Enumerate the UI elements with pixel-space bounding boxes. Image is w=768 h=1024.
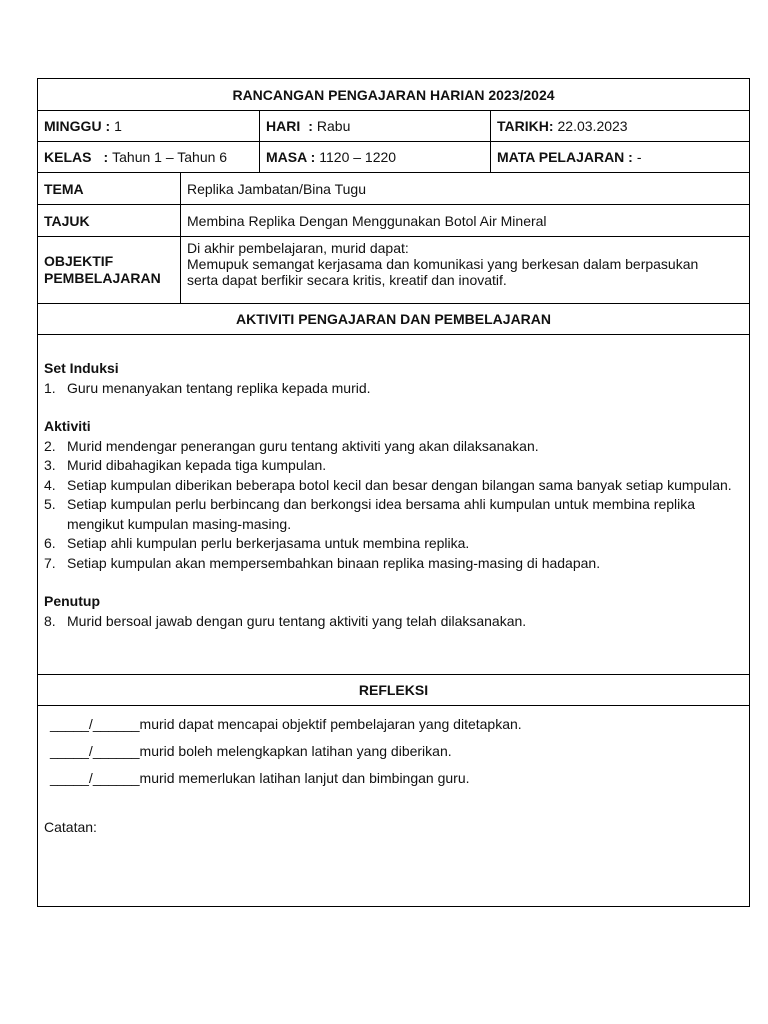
set-induksi-title: Set Induksi bbox=[44, 360, 119, 376]
masa-label: MASA : bbox=[266, 149, 316, 165]
refleksi-body-row bbox=[38, 706, 749, 906]
item-number: 6. bbox=[44, 535, 56, 551]
objektif-row bbox=[38, 237, 749, 304]
aktiviti-title: Aktiviti bbox=[44, 418, 91, 434]
info-row-1 bbox=[38, 111, 749, 142]
kelas-value: Tahun 1 – Tahun 6 bbox=[112, 149, 228, 165]
list-item bbox=[44, 495, 743, 534]
kelas-sep: : bbox=[103, 149, 109, 165]
document-title: RANCANGAN PENGAJARAN HARIAN 2023/2024 bbox=[232, 86, 555, 103]
penutup-list bbox=[44, 612, 743, 632]
item-text: Murid mendengar penerangan guru tentang aktiviti yang akan dilaksanakan. bbox=[67, 437, 539, 454]
kelas-label: KELAS bbox=[44, 149, 92, 165]
objektif-line-3: serta dapat berfikir secara kritis, kreatif dan inovatif. bbox=[187, 272, 507, 288]
tajuk-row bbox=[38, 205, 749, 237]
mata-pelajaran-label: MATA PELAJARAN : bbox=[497, 149, 633, 165]
refleksi-line: _____/______murid boleh melengkapkan latihan yang diberikan. bbox=[50, 742, 452, 759]
objektif-label-line1: OBJEKTIF bbox=[44, 253, 114, 269]
item-text: Murid dibahagikan kepada tiga kumpulan. bbox=[67, 457, 327, 473]
mata-pelajaran-cell bbox=[490, 142, 749, 172]
hari-sep: : bbox=[308, 118, 313, 134]
hari-value: Rabu bbox=[316, 118, 351, 134]
objektif-label-cell bbox=[38, 237, 180, 303]
kelas-cell bbox=[38, 142, 259, 172]
objektif-line-2: Memupuk semangat kerjasama dan komunikasi yang berkesan dalam berpasukan bbox=[187, 256, 699, 272]
penutup-title: Penutup bbox=[44, 593, 100, 609]
item-number: 1. bbox=[44, 379, 56, 396]
mata-pelajaran-value: - bbox=[636, 149, 642, 165]
set-induksi-list bbox=[44, 379, 743, 399]
refleksi-body bbox=[38, 706, 749, 906]
list-item bbox=[44, 612, 743, 632]
minggu-cell bbox=[38, 111, 259, 141]
list-item bbox=[44, 437, 743, 457]
activity-body bbox=[38, 335, 749, 674]
item-number: 4. bbox=[44, 476, 56, 493]
objektif-value-cell bbox=[180, 237, 749, 303]
masa-cell bbox=[259, 142, 490, 172]
item-text: Setiap kumpulan perlu berbincang dan berkongsi idea bersama ahli kumpulan untuk membina replika mengikut kumpulan masing-masing. bbox=[67, 496, 696, 532]
objektif-label-line2: PEMBELAJARAN bbox=[44, 270, 161, 286]
info-row-2 bbox=[38, 142, 749, 173]
tajuk-label: TAJUK bbox=[44, 212, 90, 229]
item-text: Setiap kumpulan diberikan beberapa botol kecil dan besar dengan bilangan sama banyak setiap kumpulan. bbox=[67, 476, 732, 493]
title-row bbox=[38, 79, 749, 111]
tema-label: TEMA bbox=[44, 180, 84, 197]
item-text: Setiap kumpulan akan mempersembahkan binaan replika masing-masing di hadapan. bbox=[67, 554, 601, 571]
hari-cell bbox=[259, 111, 490, 141]
aktiviti-list bbox=[44, 437, 743, 574]
lesson-plan-table bbox=[37, 78, 750, 907]
item-number: 8. bbox=[44, 612, 56, 629]
activity-header-row bbox=[38, 304, 749, 335]
catatan-label: Catatan: bbox=[44, 819, 97, 835]
refleksi-header-row bbox=[38, 675, 749, 706]
list-item bbox=[44, 534, 743, 554]
tajuk-value: Membina Replika Dengan Menggunakan Botol Air Mineral bbox=[180, 205, 749, 236]
tema-value: Replika Jambatan/Bina Tugu bbox=[180, 173, 749, 204]
list-item bbox=[44, 476, 743, 496]
list-item bbox=[44, 379, 743, 399]
masa-value: 1120 – 1220 bbox=[319, 149, 397, 165]
list-item bbox=[44, 554, 743, 574]
hari-label: HARI bbox=[266, 118, 301, 134]
item-number: 5. bbox=[44, 496, 56, 512]
list-item bbox=[44, 456, 743, 476]
item-number: 7. bbox=[44, 554, 56, 571]
refleksi-line: _____/______murid memerlukan latihan lanjut dan bimbingan guru. bbox=[50, 769, 470, 786]
refleksi-line: _____/______murid dapat mencapai objektif pembelajaran yang ditetapkan. bbox=[50, 715, 522, 732]
minggu-label: MINGGU : bbox=[44, 118, 111, 134]
item-text: Guru menanyakan tentang replika kepada murid. bbox=[67, 379, 371, 396]
objektif-line-1: Di akhir pembelajaran, murid dapat: bbox=[187, 240, 409, 256]
tarikh-value: 22.03.2023 bbox=[557, 118, 628, 134]
tema-row bbox=[38, 173, 749, 205]
item-text: Setiap ahli kumpulan perlu berkerjasama untuk membina replika. bbox=[67, 535, 470, 551]
refleksi-header: REFLEKSI bbox=[358, 682, 429, 698]
item-text: Murid bersoal jawab dengan guru tentang aktiviti yang telah dilaksanakan. bbox=[67, 612, 527, 629]
item-number: 3. bbox=[44, 457, 56, 473]
minggu-value: 1 bbox=[114, 118, 122, 134]
activity-header: AKTIVITI PENGAJARAN DAN PEMBELAJARAN bbox=[235, 311, 552, 327]
item-number: 2. bbox=[44, 437, 56, 454]
activity-body-row bbox=[38, 335, 749, 675]
tarikh-cell bbox=[490, 111, 749, 141]
tarikh-label: TARIKH: bbox=[497, 118, 554, 134]
